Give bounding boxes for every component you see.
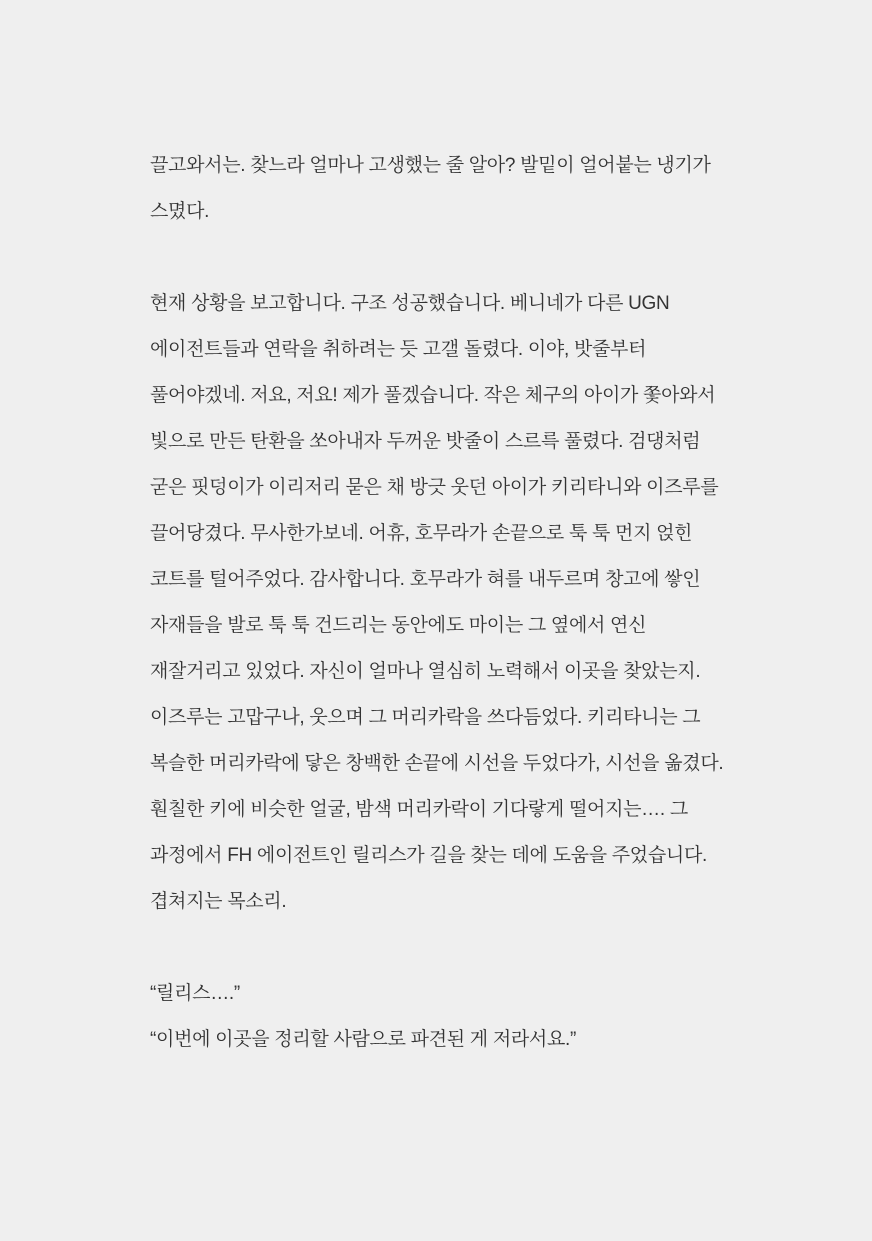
dialogue-line: “이번에 이곳을 정리할 사람으로 파견된 게 저라서요.” xyxy=(150,1029,577,1050)
text-line: 자재들을 발로 툭 툭 건드리는 동안에도 마이는 그 옆에서 연신 xyxy=(150,615,647,636)
text-line: 코트를 털어주었다. 감사합니다. 호무라가 혀를 내두르며 창고에 쌓인 xyxy=(150,569,701,590)
text-line: 재잘거리고 있었다. 자신이 얼마나 열심히 노력해서 이곳을 찾았는지. xyxy=(150,661,701,682)
text-line: 끌고와서는. 찾느라 얼마나 고생했는 줄 알아? 발밑이 얼어붙는 냉기가 xyxy=(150,155,711,176)
text-line: 빛으로 만든 탄환을 쏘아내자 두꺼운 밧줄이 스르륵 풀렸다. 검댕처럼 xyxy=(150,431,701,452)
dialogue-line: “릴리스….” xyxy=(150,983,240,1004)
text-line: 훤칠한 키에 비슷한 얼굴, 밤색 머리카락이 기다랗게 떨어지는…. 그 xyxy=(150,799,688,820)
text-line: 풀어야겠네. 저요, 저요! 제가 풀겠습니다. 작은 체구의 아이가 쫓아와서 xyxy=(150,385,716,406)
blank-line xyxy=(150,925,730,971)
text-line: 이즈루는 고맙구나, 웃으며 그 머리카락을 쓰다듬었다. 키리타니는 그 xyxy=(150,707,701,728)
text-line: 복슬한 머리카락에 닿은 창백한 손끝에 시선을 두었다가, 시선을 옮겼다. xyxy=(150,753,724,774)
text-line: 스몄다. xyxy=(150,201,210,222)
text-line: 겹쳐지는 목소리. xyxy=(150,891,287,912)
novel-text-block xyxy=(150,143,730,1063)
text-line: 현재 상황을 보고합니다. 구조 성공했습니다. 베니네가 다른 UGN xyxy=(150,293,670,314)
text-line: 굳은 핏덩이가 이리저리 묻은 채 방긋 웃던 아이가 키리타니와 이즈루를 xyxy=(150,477,719,498)
text-line: 과정에서 FH 에이전트인 릴리스가 길을 찾는 데에 도움을 주었습니다. xyxy=(150,845,707,866)
text-line: 에이전트들과 연락을 취하려는 듯 고갤 돌렸다. 이야, 밧줄부터 xyxy=(150,339,647,360)
blank-line xyxy=(150,235,730,281)
text-line: 끌어당겼다. 무사한가보네. 어휴, 호무라가 손끝으로 툭 툭 먼지 얹힌 xyxy=(150,523,693,544)
